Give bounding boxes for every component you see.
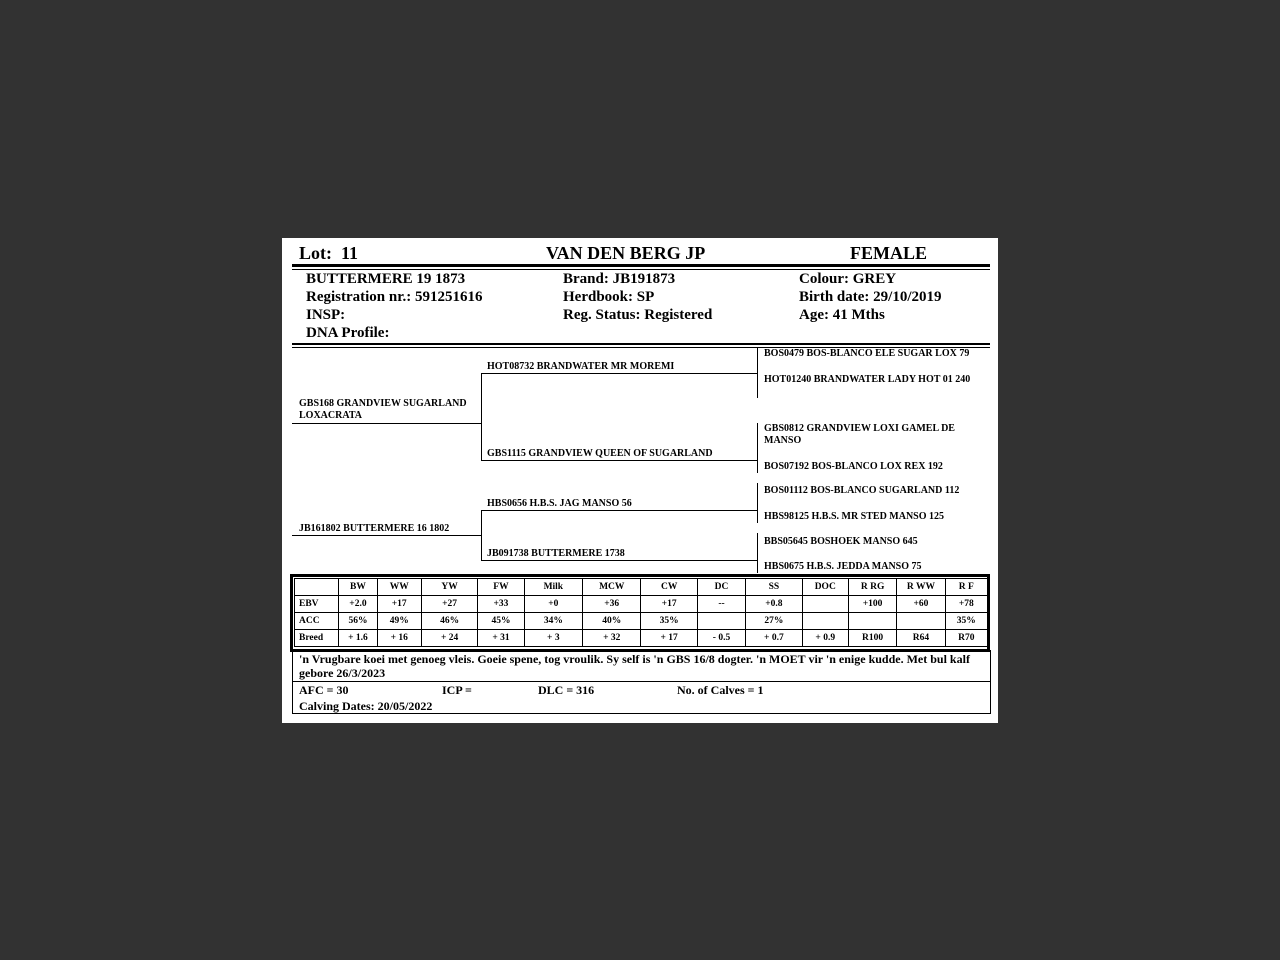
ebv-col-header: R F <box>945 579 987 596</box>
afc: AFC = 30 <box>299 683 349 697</box>
table-cell: +17 <box>377 596 421 613</box>
gen3-8: HBS0675 H.B.S. JEDDA MANSO 75 <box>764 561 922 572</box>
table-cell: +60 <box>897 596 945 613</box>
table-cell <box>848 613 896 630</box>
sire-bracket <box>481 373 482 461</box>
table-cell: Breed <box>295 630 339 647</box>
header-rule <box>292 264 990 267</box>
table-cell: +2.0 <box>339 596 377 613</box>
ebv-col-header: DOC <box>802 579 848 596</box>
gen3-bracket-1 <box>757 348 758 398</box>
table-cell: + 0.9 <box>802 630 848 647</box>
table-cell: +27 <box>421 596 477 613</box>
table-cell: + 31 <box>478 630 524 647</box>
registration-number: Registration nr.: 591251616 <box>306 289 483 305</box>
animal-info-right <box>799 270 942 324</box>
table-cell: + 1.6 <box>339 630 377 647</box>
table-cell: ACC <box>295 613 339 630</box>
table-cell: + 16 <box>377 630 421 647</box>
dna-profile: DNA Profile: <box>306 325 390 341</box>
ebv-col-header: DC <box>697 579 745 596</box>
table-cell: +78 <box>945 596 987 613</box>
table-cell: + 24 <box>421 630 477 647</box>
gen3-bracket-2 <box>757 423 758 473</box>
ebv-row-breed <box>295 630 988 647</box>
pedigree-top-rule <box>292 343 990 345</box>
table-cell: + 32 <box>583 630 641 647</box>
table-cell: 56% <box>339 613 377 630</box>
table-cell: R64 <box>897 630 945 647</box>
ebv-col-header: R WW <box>897 579 945 596</box>
icp: ICP = <box>442 683 472 697</box>
table-cell: -- <box>697 596 745 613</box>
gen3-5: BOS01112 BOS-BLANCO SUGARLAND 112 <box>764 485 960 496</box>
dam-sire-line <box>481 510 757 511</box>
ebv-col-header: BW <box>339 579 377 596</box>
ebv-row-ebv <box>295 596 988 613</box>
table-cell: 34% <box>524 613 582 630</box>
table-cell <box>802 613 848 630</box>
birth-date: Birth date: 29/10/2019 <box>799 289 942 305</box>
sire: GBS168 GRANDVIEW SUGARLAND LOXACRATA <box>299 398 467 421</box>
gen3-bracket-4 <box>757 533 758 573</box>
table-cell: EBV <box>295 596 339 613</box>
comment-text: 'n Vrugbare koei met genoeg vleis. Goeie spene, tog vroulik. Sy self is 'n GBS 16/8 dogter. 'n MOET vir 'n enige kudde. Met bul kalf gebore 26/3/2023 <box>299 652 970 680</box>
table-cell: +17 <box>641 596 697 613</box>
dam: JB161802 BUTTERMERE 16 1802 <box>299 523 450 534</box>
table-cell: R100 <box>848 630 896 647</box>
ebv-col-header: R RG <box>848 579 896 596</box>
table-cell: 40% <box>583 613 641 630</box>
sire-line <box>292 423 482 424</box>
table-cell: - 0.5 <box>697 630 745 647</box>
ebv-table <box>294 578 988 647</box>
dlc: DLC = 316 <box>538 683 595 697</box>
table-cell: 35% <box>945 613 987 630</box>
gen3-1: BOS0479 BOS-BLANCO ELE SUGAR LOX 79 <box>764 348 970 359</box>
ebv-header-row <box>295 579 988 596</box>
ebv-col-header: MCW <box>583 579 641 596</box>
table-cell: 49% <box>377 613 421 630</box>
table-cell: + 17 <box>641 630 697 647</box>
gen3-4: BOS07192 BOS-BLANCO LOX REX 192 <box>764 461 943 472</box>
dam-bracket <box>481 511 482 560</box>
table-cell: +100 <box>848 596 896 613</box>
table-cell: 45% <box>478 613 524 630</box>
table-cell <box>697 613 745 630</box>
ebv-col-header: WW <box>377 579 421 596</box>
herdbook: Herdbook: SP <box>563 289 655 305</box>
dam-dam-line <box>481 560 757 561</box>
lot-label: Lot: <box>299 243 332 263</box>
table-cell <box>897 613 945 630</box>
lot-card <box>282 238 998 723</box>
gen3-3: GBS0812 GRANDVIEW LOXI GAMEL DE MANSO <box>764 423 955 446</box>
dam-sire: HBS0656 H.B.S. JAG MANSO 56 <box>487 498 632 509</box>
lot-number <box>299 243 358 263</box>
calving-dates: Calving Dates: 20/05/2022 <box>299 699 433 713</box>
owner-name: VAN DEN BERG JP <box>546 243 706 263</box>
table-cell: + 3 <box>524 630 582 647</box>
ebv-col-header: CW <box>641 579 697 596</box>
table-cell: +0 <box>524 596 582 613</box>
reg-status: Reg. Status: Registered <box>563 307 713 323</box>
table-cell: 35% <box>641 613 697 630</box>
ebv-col-header: SS <box>746 579 802 596</box>
animal-info-mid <box>563 270 712 324</box>
lot-value: 11 <box>341 243 359 263</box>
notes-divider <box>292 681 991 682</box>
animal-name: BUTTERMERE 19 1873 <box>306 271 466 287</box>
dam-line <box>292 535 482 536</box>
ebv-col-header: Milk <box>524 579 582 596</box>
ebv-col-header: FW <box>478 579 524 596</box>
brand: Brand: JB191873 <box>563 271 676 287</box>
sire-dam-line <box>481 460 757 461</box>
table-cell: + 0.7 <box>746 630 802 647</box>
sire-dam: GBS1115 GRANDVIEW QUEEN OF SUGARLAND <box>487 448 713 459</box>
table-cell: +0.8 <box>746 596 802 613</box>
ebv-row-acc <box>295 613 988 630</box>
insp: INSP: <box>306 307 346 323</box>
ebv-col-header <box>295 579 339 596</box>
table-cell <box>802 596 848 613</box>
animal-sex: FEMALE <box>850 243 928 263</box>
gen3-bracket-3 <box>757 483 758 523</box>
table-cell: +36 <box>583 596 641 613</box>
table-cell: +33 <box>478 596 524 613</box>
age: Age: 41 Mths <box>799 307 885 323</box>
table-cell: 46% <box>421 613 477 630</box>
table-cell: R70 <box>945 630 987 647</box>
animal-info-left <box>306 270 483 342</box>
gen3-6: HBS98125 H.B.S. MR STED MANSO 125 <box>764 511 945 522</box>
colour: Colour: GREY <box>799 271 897 287</box>
dam-dam: JB091738 BUTTERMERE 1738 <box>487 548 625 559</box>
gen3-7: BBS05645 BOSHOEK MANSO 645 <box>764 536 918 547</box>
table-cell: 27% <box>746 613 802 630</box>
sire-sire: HOT08732 BRANDWATER MR MOREMI <box>487 361 675 372</box>
no-of-calves: No. of Calves = 1 <box>677 683 764 697</box>
gen3-2: HOT01240 BRANDWATER LADY HOT 01 240 <box>764 374 971 385</box>
sire-sire-line <box>481 373 757 374</box>
ebv-col-header: YW <box>421 579 477 596</box>
